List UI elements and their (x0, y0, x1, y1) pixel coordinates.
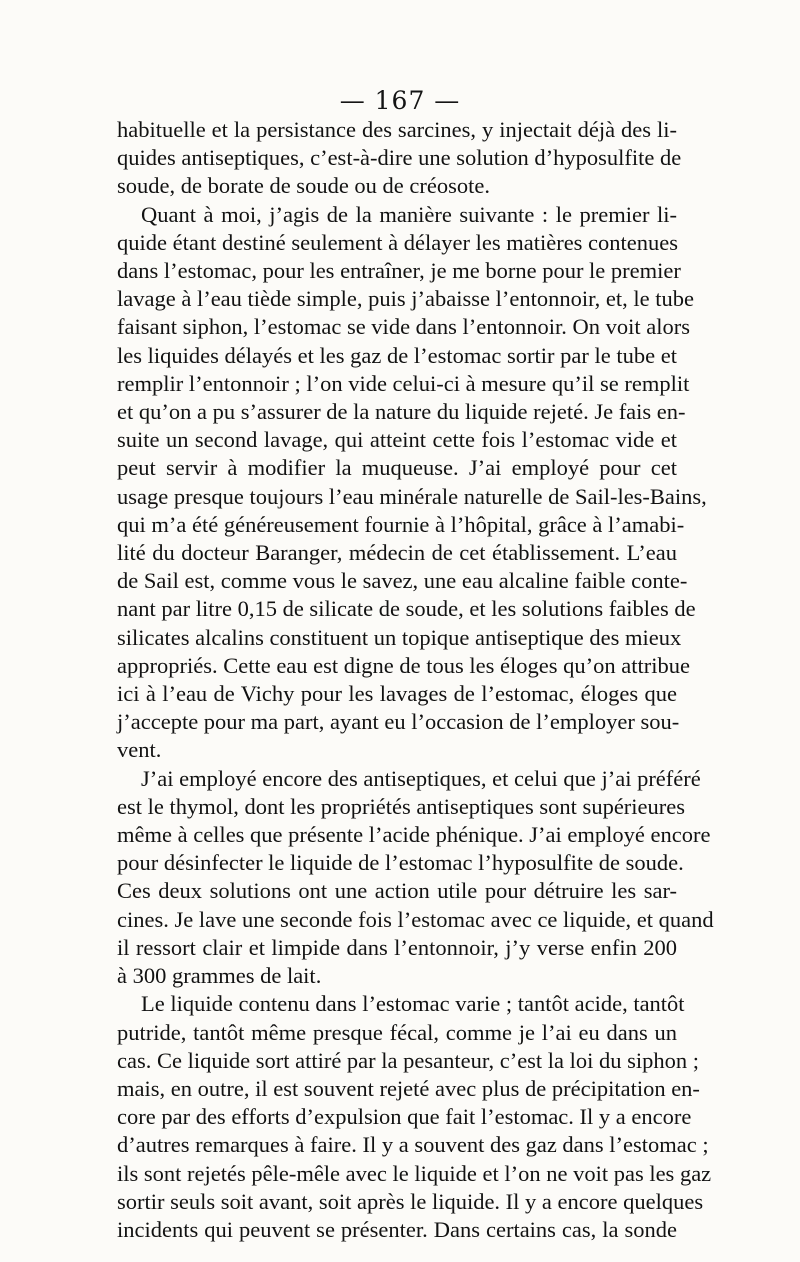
text-line: suite un second lavage, qui atteint cette fois l’estomac vide et (117, 427, 677, 453)
text-line: est le thymol, dont les propriétés antiseptiques sont supérieures (117, 793, 686, 819)
text-line: nant par litre 0,15 de silicate de soude, et les solutions faibles de (117, 596, 696, 622)
text-line: peut servir à modifier la muqueuse. J’ai employé pour cet (117, 455, 677, 481)
text-line: de Sail est, comme vous le savez, une eau alcaline faible conte- (117, 568, 688, 594)
text-line: j’accepte pour ma part, ayant eu l’occasion de l’employer sou- (117, 709, 680, 735)
text-line: les liquides délayés et les gaz de l’estomac sortir par le tube et (117, 342, 677, 368)
text-line: vent. (117, 737, 162, 763)
text-line: putride, tantôt même presque fécal, comme je l’ai eu dans un (117, 1019, 677, 1045)
text-line: dans l’estomac, pour les entraîner, je me borne pour le premier (117, 258, 681, 284)
text-line: J’ai employé encore des antiseptiques, et celui que j’ai préféré (141, 765, 701, 791)
text-line: ils sont rejetés pêle-mêle avec le liquide et l’on ne voit pas les gaz (117, 1160, 712, 1186)
text-line: lavage à l’eau tiède simple, puis j’abaisse l’entonnoir, et, le tube (117, 286, 695, 312)
text-line: Ces deux solutions ont une action utile pour détruire les sar- (117, 878, 677, 904)
body-text (117, 116, 714, 1244)
text-line: même à celles que présente l’acide phénique. J’ai employé encore (117, 822, 711, 848)
text-line: d’autres remarques à faire. Il y a souvent des gaz dans l’estomac ; (117, 1132, 709, 1158)
text-line: quide étant destiné seulement à délayer les matières contenues (117, 229, 679, 255)
text-line: cines. Je lave une seconde fois l’estomac avec ce liquide, et quand (117, 906, 714, 932)
text-line: ici à l’eau de Vichy pour les lavages de l’estomac, éloges que (117, 681, 677, 707)
text-line: pour désinfecter le liquide de l’estomac l’hyposulfite de soude. (117, 850, 684, 876)
text-line: lité du docteur Baranger, médecin de cet établissement. L’eau (117, 540, 677, 566)
text-line: à 300 grammes de lait. (117, 963, 322, 989)
text-line: Le liquide contenu dans l’estomac varie ; tantôt acide, tantôt (141, 991, 685, 1017)
text-line: core par des efforts d’expulsion que fait l’estomac. Il y a encore (117, 1104, 692, 1130)
text-line: sortir seuls soit avant, soit après le liquide. Il y a encore quelques (117, 1188, 704, 1214)
text-line: silicates alcalins constituent un topique antiseptique des mieux (117, 624, 682, 650)
text-line: faisant siphon, l’estomac se vide dans l’entonnoir. On voit alors (117, 314, 691, 340)
text-line: qui m’a été généreusement fournie à l’hôpital, grâce à l’amabi- (117, 511, 685, 537)
page-number: — 167 — (339, 86, 461, 115)
text-line: remplir l’entonnoir ; l’on vide celui-ci à mesure qu’il se remplit (117, 370, 690, 396)
text-line: appropriés. Cette eau est digne de tous les éloges qu’on attribue (117, 652, 690, 678)
text-line: mais, en outre, il est souvent rejeté avec plus de précipitation en- (117, 1075, 700, 1101)
text-line: et qu’on a pu s’assurer de la nature du liquide rejeté. Je fais en- (117, 399, 686, 425)
text-line: incidents qui peuvent se présenter. Dans certains cas, la sonde (117, 1216, 677, 1242)
text-line: usage presque toujours l’eau minérale naturelle de Sail-les-Bains, (117, 483, 707, 509)
text-line: cas. Ce liquide sort attiré par la pesanteur, c’est la loi du siphon ; (117, 1047, 700, 1073)
text-line: quides antiseptiques, c’est-à-dire une solution d’hyposulfite de (117, 145, 682, 171)
text-line: il ressort clair et limpide dans l’entonnoir, j’y verse enfin 200 (117, 934, 677, 960)
text-line: Quant à moi, j’agis de la manière suivante : le premier li- (141, 201, 677, 227)
text-line: soude, de borate de soude ou de créosote. (117, 173, 490, 199)
text-line: habituelle et la persistance des sarcines, y injectait déjà des li- (117, 117, 677, 142)
